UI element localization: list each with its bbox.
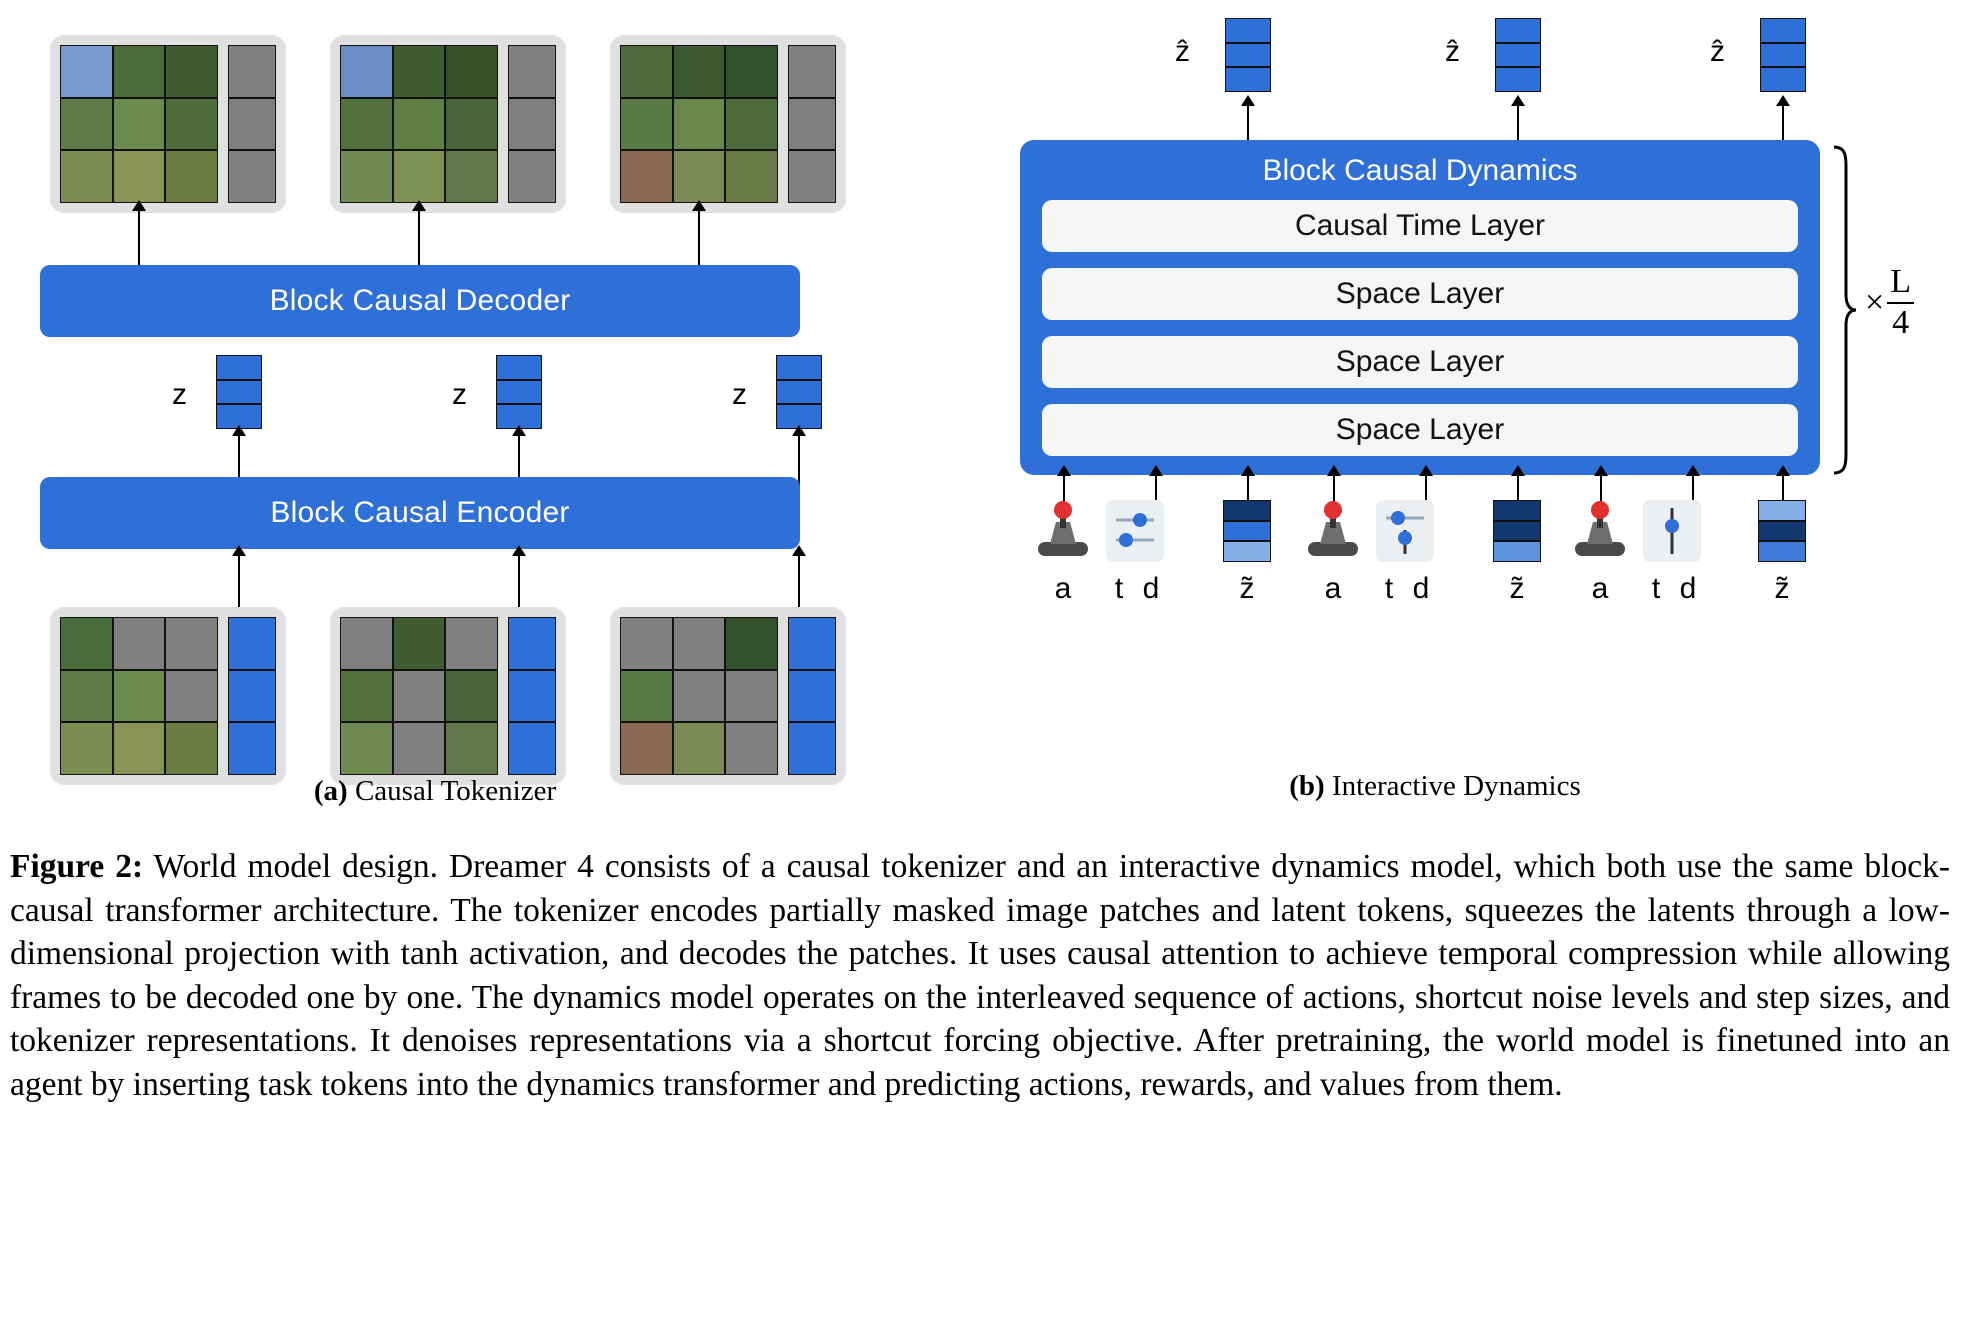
joystick-icon-2 [1302, 500, 1364, 562]
symbol-latent-3: z̃ [1774, 572, 1790, 605]
block-causal-encoder [40, 477, 800, 549]
arrow-decoder-to-frame-1 [138, 210, 140, 265]
input-token-column-1 [228, 617, 276, 775]
output-label-1: ẑ [1175, 35, 1190, 68]
panel-b-tag: (b) [1289, 770, 1325, 802]
output-label-2: ẑ [1445, 35, 1460, 68]
symbol-action-1: a [1054, 572, 1072, 605]
joystick-icon-1 [1032, 500, 1094, 562]
input-frame-group-3 [610, 607, 846, 785]
arrow-encoder-to-latent-3 [798, 435, 800, 487]
latent-label-3: z [732, 378, 747, 411]
symbol-time-3: t [1651, 572, 1661, 605]
masked-image-3 [620, 617, 778, 775]
panel-a-caption [20, 775, 850, 808]
panel-causal-tokenizer [20, 10, 850, 810]
layer-causal-time [1042, 200, 1798, 252]
latent-token-1 [216, 355, 262, 429]
repeat-brace [1832, 145, 1858, 475]
arrow-input-1-to-encoder [238, 555, 240, 607]
panel-a-tag: (a) [313, 775, 348, 807]
panel-b-caption [1020, 770, 1850, 803]
masked-image-1 [60, 617, 218, 775]
joystick-icon-3 [1569, 500, 1631, 562]
output-frame-group-2 [330, 35, 566, 213]
symbol-action-2: a [1324, 572, 1342, 605]
output-label-3: ẑ [1710, 35, 1725, 68]
input-frame-group-1 [50, 607, 286, 785]
output-token-2 [1495, 18, 1541, 92]
masked-image-2 [340, 617, 498, 775]
panel-b-title: Interactive Dynamics [1331, 770, 1581, 802]
noise-step-card-3 [1643, 500, 1701, 562]
noisy-latent-token-3 [1758, 500, 1806, 562]
layer-label-0: Causal Time Layer [1294, 209, 1546, 242]
arrow-decoder-to-frame-2 [418, 210, 420, 265]
figure-caption-text: World model design. Dreamer 4 consists of a causal tokenizer and an interactive dynamics model, which both use the same block-causal transformer architecture. The tokenizer encodes partially masked image patches and latent tokens, squeezes the latents through a low-dimensional projection with tanh activation, and decodes the patches. It uses causal attention to achieve temporal compression while allowing frames to be decoded one by one. The dynamics model operates on the interleaved sequence of actions, shortcut noise levels and step sizes, and tokenizer representations. It denoises representations via a shortcut forcing objective. After pretraining, the world model is finetuned into an agent by inserting task tokens into the dynamics transformer and predicting actions, rewards, and values from them. [10, 848, 1950, 1103]
input-frame-group-2 [330, 607, 566, 785]
output-token-1 [1225, 18, 1271, 92]
noise-step-card-2 [1376, 500, 1434, 562]
output-token-3 [1760, 18, 1806, 92]
latent-token-2 [496, 355, 542, 429]
block-causal-decoder [40, 265, 800, 337]
output-frame-group-1 [50, 35, 286, 213]
layer-space-1 [1042, 268, 1798, 320]
output-token-column-1 [228, 45, 276, 203]
panel-a-title: Causal Tokenizer [354, 775, 557, 807]
layer-space-2 [1042, 336, 1798, 388]
noisy-latent-token-1 [1223, 500, 1271, 562]
block-causal-dynamics-box [1020, 140, 1820, 475]
figure-label: Figure 2: [10, 848, 144, 885]
latent-token-3 [776, 355, 822, 429]
symbol-step-3: d [1679, 572, 1697, 605]
output-token-column-2 [508, 45, 556, 203]
input-token-column-3 [788, 617, 836, 775]
output-frame-group-3 [610, 35, 846, 213]
layer-label-3: Space Layer [1335, 413, 1505, 446]
noisy-latent-token-2 [1493, 500, 1541, 562]
symbol-step-1: d [1142, 572, 1160, 605]
latent-label-2: z [452, 378, 467, 411]
encoder-label: Block Causal Encoder [270, 496, 570, 529]
output-token-column-3 [788, 45, 836, 203]
layer-label-2: Space Layer [1335, 345, 1505, 378]
latent-label-1: z [172, 378, 187, 411]
input-token-column-2 [508, 617, 556, 775]
decoder-label: Block Causal Decoder [269, 284, 571, 317]
decoded-image-1 [60, 45, 218, 203]
dynamics-title: Block Causal Dynamics [1262, 154, 1578, 187]
decoded-image-3 [620, 45, 778, 203]
layer-label-1: Space Layer [1335, 277, 1505, 310]
noise-step-card-1 [1106, 500, 1164, 562]
repeat-numerator: L [1890, 263, 1911, 300]
figure-caption [10, 845, 1950, 1106]
symbol-latent-1: z̃ [1239, 572, 1255, 605]
repeat-times-symbol: × [1865, 283, 1885, 321]
symbol-time-1: t [1114, 572, 1124, 605]
symbol-step-2: d [1412, 572, 1430, 605]
panel-interactive-dynamics [1020, 0, 1950, 810]
decoded-image-2 [340, 45, 498, 203]
repeat-denominator: 4 [1892, 303, 1910, 341]
arrow-decoder-to-frame-3 [698, 210, 700, 265]
layer-space-3 [1042, 404, 1798, 456]
symbol-action-3: a [1591, 572, 1609, 605]
repeat-count-label [1865, 265, 1914, 340]
symbol-time-2: t [1384, 572, 1394, 605]
arrow-input-2-to-encoder [518, 555, 520, 607]
arrow-input-3-to-encoder [798, 555, 800, 607]
symbol-latent-2: z̃ [1509, 572, 1525, 605]
